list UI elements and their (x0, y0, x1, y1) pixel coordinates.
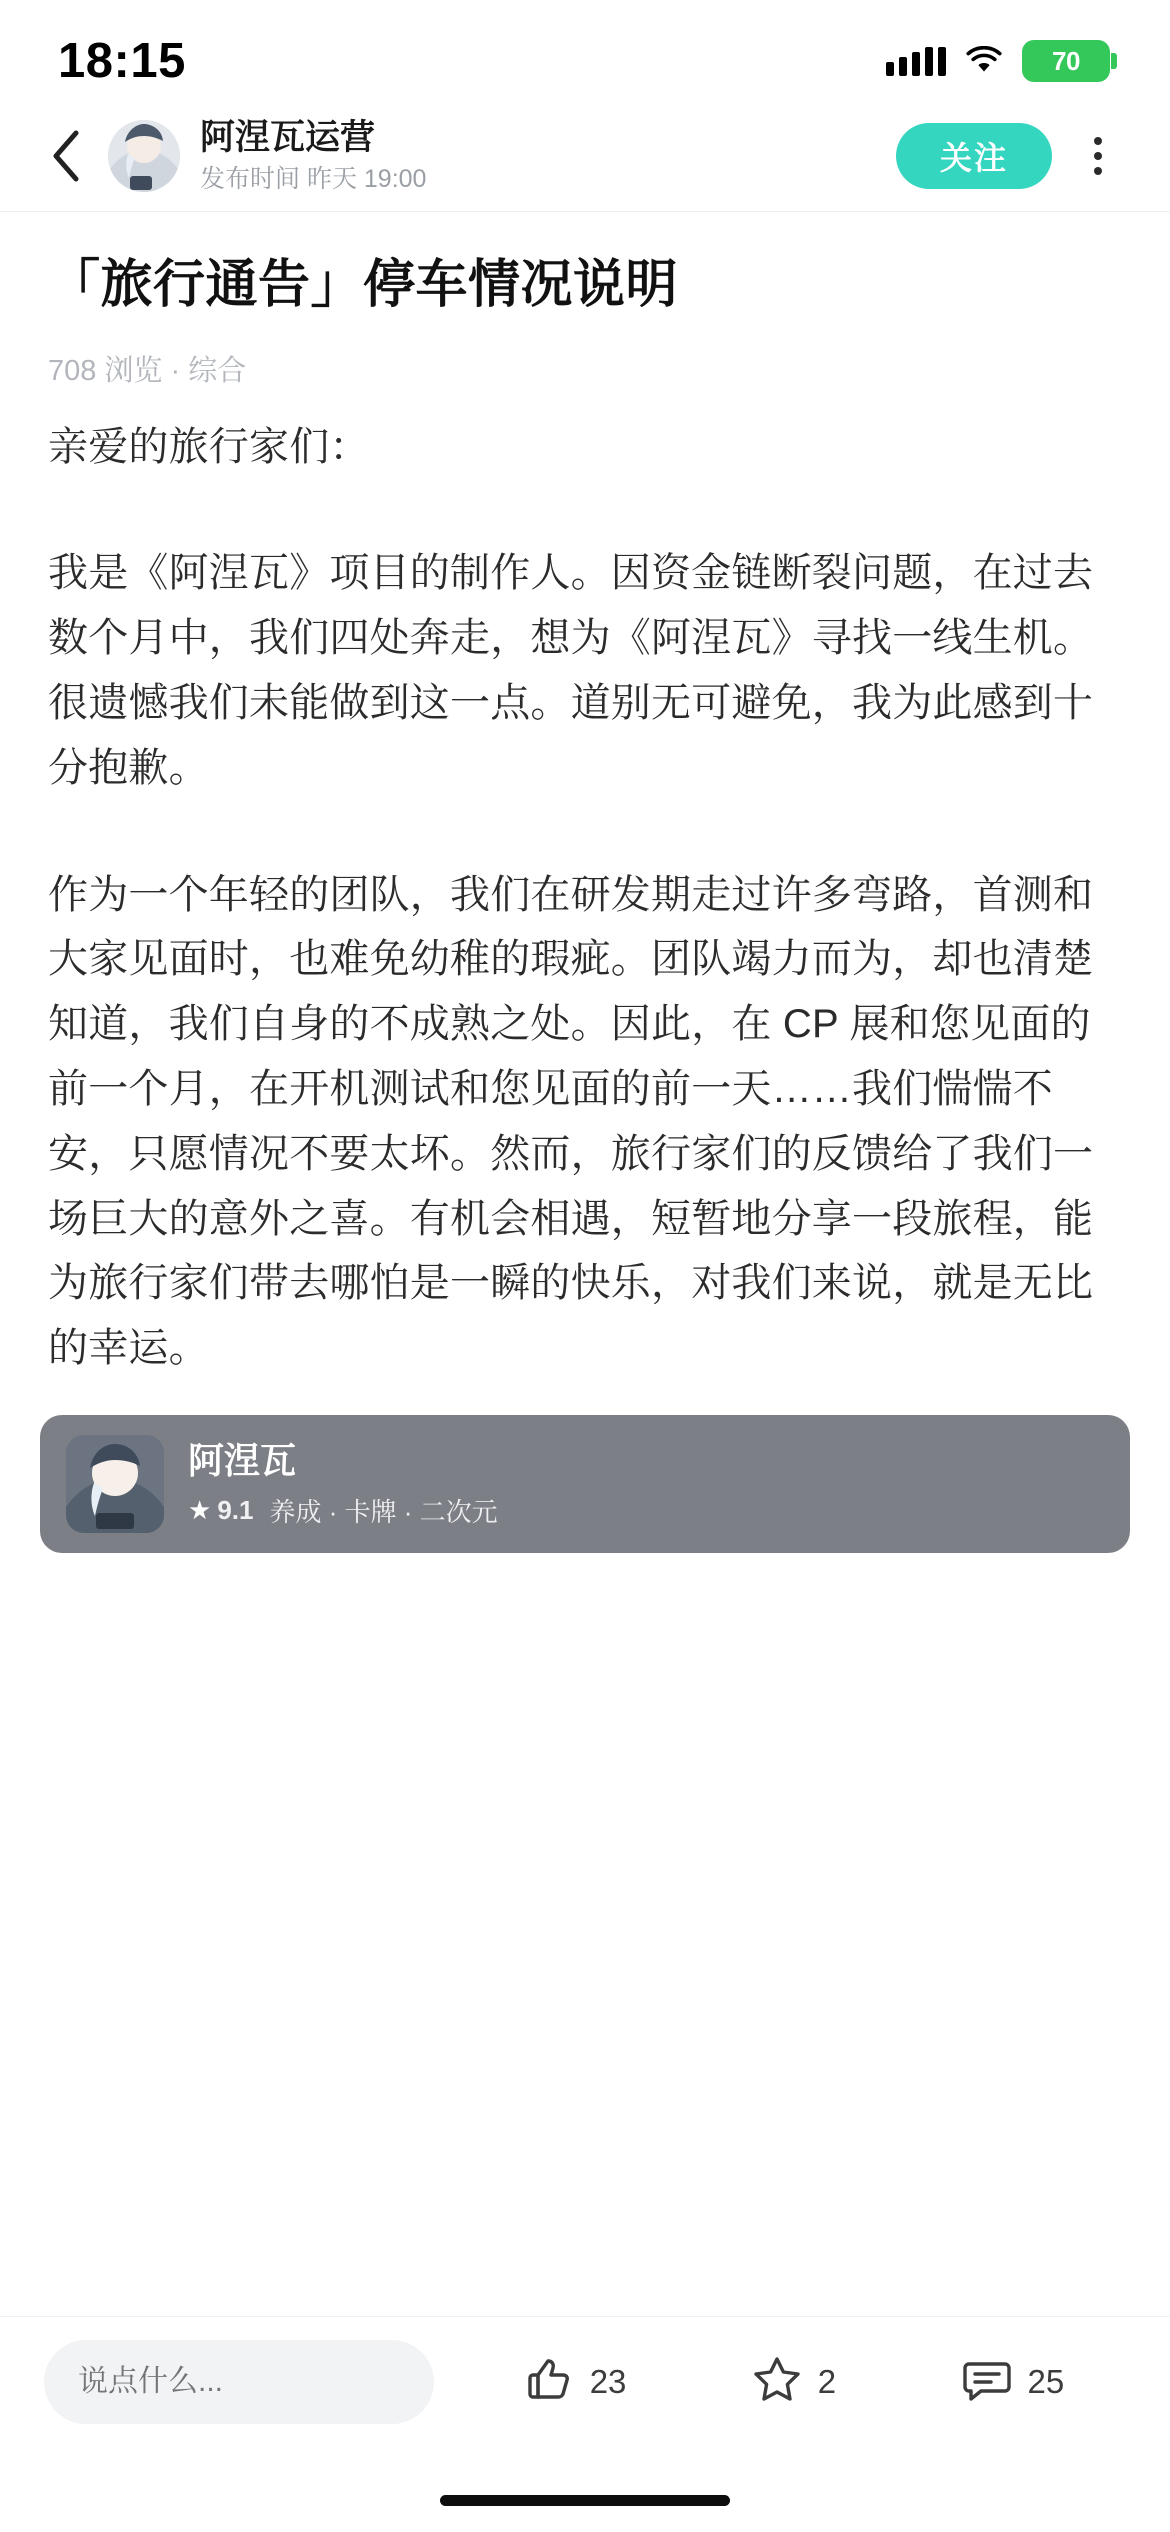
chevron-left-icon[interactable] (38, 128, 94, 184)
comment-count: 25 (1027, 2362, 1065, 2400)
publish-time: 发布时间 昨天 19:00 (200, 164, 427, 193)
cellular-signal-icon (886, 46, 946, 76)
star-outline-icon (750, 2352, 804, 2411)
game-subinfo (188, 1492, 498, 1529)
status-time: 18:15 (58, 34, 186, 88)
like-button[interactable] (522, 2352, 627, 2411)
star-icon: ★ (188, 1495, 212, 1526)
article-paragraph: 我是《阿涅瓦》项目的制作人。因资金链断裂问题，在过去数个月中，我们四处奔走，想为《阿涅瓦》寻找一线生机。很遗憾我们未能做到这一点。道别无可避免，我为此感到十分抱歉。 (48, 551, 1094, 790)
follow-button[interactable]: 关注 (896, 123, 1052, 189)
wifi-icon (964, 46, 1004, 76)
favorite-button[interactable] (750, 2352, 836, 2411)
game-info (188, 1439, 498, 1529)
action-buttons (434, 2352, 1126, 2411)
bottom-action-bar (0, 2316, 1170, 2446)
like-count: 23 (589, 2362, 627, 2400)
article-meta: 708 浏览 · 综合 (48, 354, 247, 387)
comment-bubble-icon (960, 2352, 1014, 2411)
game-tags: 养成 · 卡牌 · 二次元 (269, 1497, 498, 1528)
game-score: 9.1 (217, 1495, 254, 1526)
thumbs-up-icon (522, 2352, 576, 2411)
navigation-bar (0, 100, 1170, 212)
article-paragraph: 作为一个年轻的团队，我们在研发期走过许多弯路，首测和大家见面时，也难免幼稚的瑕疵。团队竭力而为，却也清楚知道，我们自身的不成熟之处。因此，在 CP 展和您见面的前一个月，在开机测试和您见面的前一天……我们惴惴不安，只愿情况不要太坏。然而，旅行家们的反馈给了我们一场巨大的意外之喜。有机会相遇，短暂地分享一段旅程，能为旅行家们带去哪怕是一瞬的快乐，对我们来说，就是无比的幸运。 (48, 872, 1094, 1371)
account-info[interactable] (200, 118, 896, 194)
battery-level: 70 (1052, 45, 1080, 76)
status-bar (0, 0, 1170, 100)
article-container (0, 212, 1170, 1381)
game-card[interactable] (40, 1415, 1130, 1553)
article-body (48, 415, 1122, 1381)
status-indicators (886, 40, 1110, 82)
account-name: 阿涅瓦运营 (200, 117, 376, 157)
home-indicator (440, 2495, 730, 2506)
account-avatar[interactable] (108, 120, 180, 192)
comment-input[interactable] (44, 2340, 434, 2424)
game-name: 阿涅瓦 (188, 1439, 297, 1481)
page-title: 「旅行通告」停车情况说明 (48, 256, 679, 314)
battery-icon (1022, 40, 1110, 82)
favorite-count: 2 (817, 2362, 837, 2400)
game-cover-image (66, 1435, 164, 1533)
comment-button[interactable] (960, 2352, 1065, 2411)
article-paragraph: 亲爱的旅行家们： (48, 424, 370, 469)
more-vertical-icon[interactable] (1068, 123, 1128, 189)
